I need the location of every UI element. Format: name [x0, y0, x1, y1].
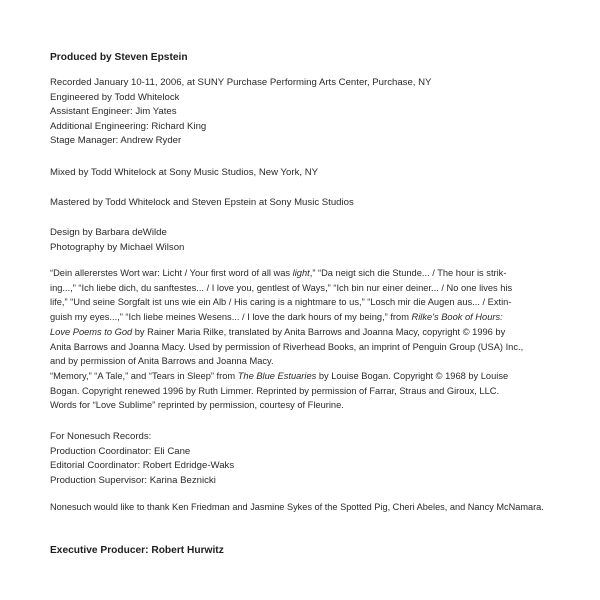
produced-by-heading: Produced by Steven Epstein — [50, 52, 188, 63]
permission-line: Words for “Love Sublime” reprinted by permission, courtesy of Fleurine. — [50, 400, 344, 411]
editorial-coordinator-credit: Editorial Coordinator: Robert Edridge-Waks — [50, 460, 235, 472]
mixing-credit: Mixed by Todd Whitelock at Sony Music Studios, New York, NY — [50, 167, 319, 178]
permission-line: and by permission of Anita Barrows and Joanna Macy. — [50, 356, 274, 367]
design-credits — [50, 226, 590, 255]
assistant-engineer-credit: Assistant Engineer: Jim Yates — [50, 106, 177, 118]
permission-line: Love Poems to God by Rainer Maria Rilke, translated by Anita Barrows and Joanna Macy, copyright © 1996 by — [50, 326, 506, 337]
production-supervisor-credit: Production Supervisor: Karina Beznicki — [50, 474, 216, 486]
additional-engineering-credit: Additional Engineering: Richard King — [50, 120, 207, 132]
production-coordinator-credit: Production Coordinator: Eli Cane — [50, 445, 191, 457]
nonesuch-credits — [50, 430, 590, 488]
nonesuch-heading: For Nonesuch Records: — [50, 431, 152, 442]
thanks-note: Nonesuch would like to thank Ken Friedman and Jasmine Sykes of the Spotted Pig, Cheri Abeles, and Nancy McNamara. — [50, 502, 544, 512]
permission-line: Anita Barrows and Joanna Macy. Used by permission of Riverhead Books, an imprint of Penguin Group (USA) Inc., — [50, 341, 524, 352]
executive-producer-credit: Executive Producer: Robert Hurwitz — [50, 545, 224, 556]
engineer-credit: Engineered by Todd Whitelock — [50, 91, 180, 103]
permission-line: ing...,” “Ich liebe dich, du sanftestes... / I love you, gentlest of Ways,” “Ich bin nur einer deiner... / No one lives his — [50, 282, 513, 293]
permission-line: “Memory,” “A Tale,” and “Tears in Sleep” from The Blue Estuaries by Louise Bogan. Copyright © 1968 by Louise — [50, 371, 509, 381]
permission-line: life,” “Und seine Sorgfalt ist uns wie ein Alb / His caring is a nightmare to us,” “Losch mir die Augen aus... / Extin- — [50, 297, 512, 308]
stage-manager-credit: Stage Manager: Andrew Ryder — [50, 135, 182, 147]
permission-line: “Dein allererstes Wort war: Licht / Your first word of all was light,” “Da neigt sich die Stunde... / The hour is strik- — [50, 268, 507, 278]
permission-line: Bogan. Copyright renewed 1996 by Ruth Limmer. Reprinted by permission of Farrar, Straus and Giroux, LLC. — [50, 385, 500, 396]
bogan-permission-paragraph — [50, 369, 590, 413]
rilke-permission-paragraph — [50, 266, 590, 369]
photography-credit: Photography by Michael Wilson — [50, 241, 185, 253]
design-credit: Design by Barbara deWilde — [50, 227, 167, 238]
permission-line: guish my eyes...,” “Ich liebe meines Wesens... / I love the dark hours of my being,” from Rilke's Book of Hours: — [50, 312, 503, 323]
recording-credits — [50, 76, 590, 149]
recording-location: Recorded January 10-11, 2006, at SUNY Purchase Performing Arts Center, Purchase, NY — [50, 77, 432, 88]
mastering-credit: Mastered by Todd Whitelock and Steven Epstein at Sony Music Studios — [50, 197, 354, 208]
